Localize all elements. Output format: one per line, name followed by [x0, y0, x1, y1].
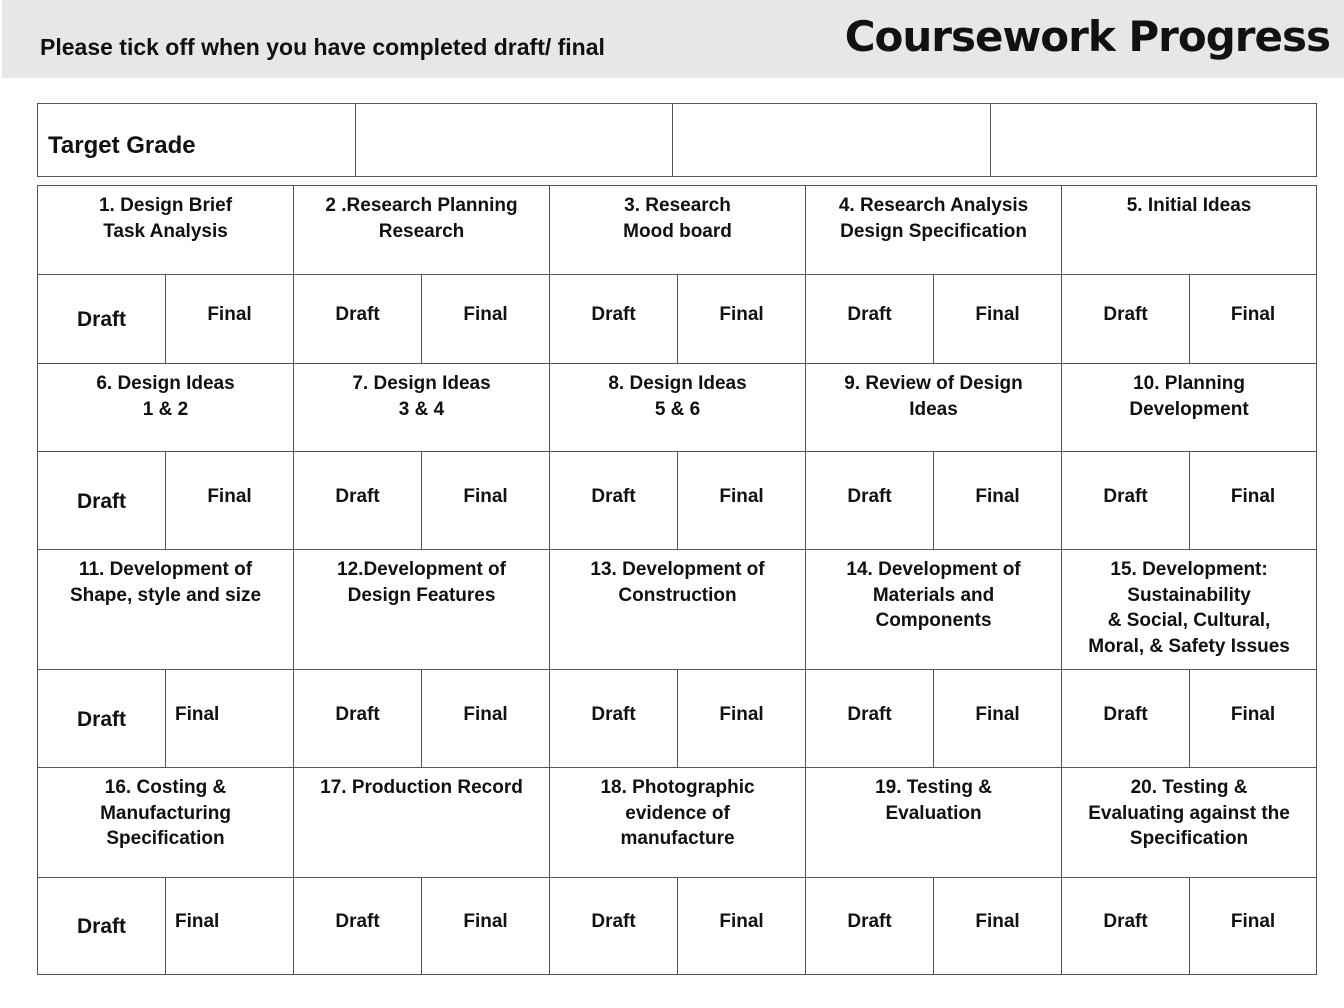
task-cell — [550, 186, 806, 275]
final-label: Final — [463, 911, 508, 932]
draft-label: Draft — [335, 304, 380, 325]
page-title: Coursework Progress — [844, 12, 1330, 61]
final-checkbox-cell[interactable] — [1190, 452, 1317, 550]
final-checkbox-cell[interactable] — [934, 275, 1062, 364]
final-checkbox-cell[interactable] — [422, 878, 550, 975]
final-checkbox-cell[interactable] — [678, 670, 806, 768]
draft-checkbox-cell[interactable] — [38, 878, 166, 975]
task-row-1 — [38, 186, 1317, 275]
draft-checkbox-cell[interactable] — [550, 452, 678, 550]
task-cell — [38, 550, 294, 670]
draft-checkbox-cell[interactable] — [294, 452, 422, 550]
header-band — [0, 0, 1344, 78]
task-label: 10. Planning Development — [1129, 373, 1249, 420]
final-label: Final — [207, 485, 252, 507]
final-checkbox-cell[interactable] — [166, 878, 294, 975]
draft-checkbox-cell[interactable] — [1062, 275, 1190, 364]
task-label: 14. Development of Materials and Components — [846, 559, 1021, 631]
task-cell — [294, 768, 550, 878]
task-row-2 — [38, 364, 1317, 452]
draft-checkbox-cell[interactable] — [1062, 452, 1190, 550]
final-checkbox-cell[interactable] — [678, 452, 806, 550]
draft-label: Draft — [335, 911, 380, 932]
draft-checkbox-cell[interactable] — [550, 275, 678, 364]
draft-checkbox-cell[interactable] — [1062, 670, 1190, 768]
task-label: 13. Development of Construction — [590, 559, 765, 606]
task-cell — [550, 768, 806, 878]
task-label: 4. Research Analysis Design Specification — [838, 195, 1029, 242]
draft-label: Draft — [76, 489, 126, 513]
draft-checkbox-cell[interactable] — [550, 670, 678, 768]
final-label: Final — [719, 703, 764, 725]
final-checkbox-cell[interactable] — [678, 275, 806, 364]
draft-checkbox-cell[interactable] — [806, 452, 934, 550]
final-label: Final — [463, 703, 508, 725]
target-grade-cell-3[interactable] — [991, 104, 1317, 177]
task-label: 16. Costing & Manufacturing Specification — [100, 777, 231, 849]
status-row-4 — [38, 878, 1317, 975]
status-row-2 — [38, 452, 1317, 550]
draft-checkbox-cell[interactable] — [806, 670, 934, 768]
draft-label: Draft — [591, 485, 636, 507]
draft-label: Draft — [335, 703, 380, 725]
final-checkbox-cell[interactable] — [934, 878, 1062, 975]
task-cell — [38, 364, 294, 452]
task-label: 2 .Research Planning Research — [325, 195, 518, 242]
task-cell — [294, 186, 550, 275]
draft-label: Draft — [591, 911, 636, 932]
task-label: 17. Production Record — [320, 777, 523, 798]
task-cell — [38, 768, 294, 878]
draft-label: Draft — [1103, 485, 1148, 507]
draft-label: Draft — [1103, 911, 1148, 932]
final-label: Final — [175, 703, 220, 725]
final-label: Final — [975, 304, 1020, 325]
task-cell — [1062, 768, 1317, 878]
final-label: Final — [463, 485, 508, 507]
final-checkbox-cell[interactable] — [422, 275, 550, 364]
final-checkbox-cell[interactable] — [1190, 878, 1317, 975]
task-cell — [1062, 364, 1317, 452]
draft-label: Draft — [847, 304, 892, 325]
draft-checkbox-cell[interactable] — [806, 878, 934, 975]
task-cell — [550, 364, 806, 452]
task-label: 5. Initial Ideas — [1126, 195, 1252, 216]
status-row-1 — [38, 275, 1317, 364]
final-label: Final — [207, 304, 252, 325]
task-cell — [38, 186, 294, 275]
target-grade-label: Target Grade — [38, 104, 356, 177]
final-label: Final — [1230, 485, 1276, 507]
draft-checkbox-cell[interactable] — [1062, 878, 1190, 975]
final-label: Final — [463, 304, 508, 325]
final-label: Final — [975, 911, 1020, 932]
task-label: 1. Design Brief Task Analysis — [98, 195, 233, 242]
draft-checkbox-cell[interactable] — [38, 670, 166, 768]
draft-label: Draft — [335, 485, 380, 507]
task-label: 19. Testing & Evaluation — [875, 777, 992, 824]
task-cell — [294, 364, 550, 452]
final-label: Final — [175, 911, 220, 932]
instruction-text: Please tick off when you have completed draft/ final — [40, 34, 605, 60]
header-left-strip — [0, 0, 2, 78]
task-cell — [806, 550, 1062, 670]
final-checkbox-cell[interactable] — [934, 670, 1062, 768]
draft-checkbox-cell[interactable] — [294, 878, 422, 975]
task-row-4 — [38, 768, 1317, 878]
final-checkbox-cell[interactable] — [934, 452, 1062, 550]
task-label: 7. Design Ideas 3 & 4 — [352, 373, 491, 420]
draft-checkbox-cell[interactable] — [38, 452, 166, 550]
task-row-3 — [38, 550, 1317, 670]
draft-label: Draft — [847, 703, 892, 725]
final-checkbox-cell[interactable] — [1190, 670, 1317, 768]
task-cell — [806, 364, 1062, 452]
target-grade-row — [38, 104, 1317, 177]
task-cell — [1062, 550, 1317, 670]
task-cell — [550, 550, 806, 670]
final-label: Final — [1230, 703, 1276, 725]
final-label: Final — [719, 304, 764, 325]
draft-label: Draft — [591, 703, 636, 725]
draft-label: Draft — [76, 308, 126, 331]
task-label: 11. Development of Shape, style and size — [69, 559, 262, 606]
task-label: 18. Photographic evidence of manufacture — [600, 777, 755, 849]
target-grade-cell-2[interactable] — [673, 104, 991, 177]
coursework-grid — [37, 185, 1317, 975]
task-cell — [1062, 186, 1317, 275]
draft-checkbox-cell[interactable] — [38, 275, 166, 364]
target-grade-table — [37, 103, 1317, 177]
task-label: 6. Design Ideas 1 & 2 — [96, 373, 235, 420]
task-cell — [806, 768, 1062, 878]
draft-label: Draft — [76, 915, 126, 938]
draft-checkbox-cell[interactable] — [294, 275, 422, 364]
task-label: 15. Development: Sustainability & Social, Cultural, Moral, & Safety Issues — [1088, 559, 1290, 657]
draft-label: Draft — [847, 911, 892, 932]
final-label: Final — [975, 485, 1020, 507]
task-label: 12.Development of Design Features — [337, 559, 506, 606]
task-label: 8. Design Ideas 5 & 6 — [608, 373, 747, 420]
final-checkbox-cell[interactable] — [678, 878, 806, 975]
final-checkbox-cell[interactable] — [422, 670, 550, 768]
draft-label: Draft — [76, 707, 126, 731]
target-grade-cell-1[interactable] — [356, 104, 673, 177]
task-label: 20. Testing & Evaluating against the Specification — [1088, 777, 1290, 849]
draft-label: Draft — [1103, 703, 1148, 725]
final-checkbox-cell[interactable] — [166, 670, 294, 768]
draft-label: Draft — [847, 485, 892, 507]
final-checkbox-cell[interactable] — [1190, 275, 1317, 364]
draft-label: Draft — [1103, 304, 1148, 325]
task-label: 9. Review of Design Ideas — [844, 373, 1023, 420]
draft-checkbox-cell[interactable] — [294, 670, 422, 768]
final-label: Final — [1230, 304, 1276, 325]
status-row-3 — [38, 670, 1317, 768]
task-cell — [806, 186, 1062, 275]
final-checkbox-cell[interactable] — [422, 452, 550, 550]
final-checkbox-cell[interactable] — [166, 275, 294, 364]
draft-checkbox-cell[interactable] — [806, 275, 934, 364]
draft-label: Draft — [591, 304, 636, 325]
final-label: Final — [1230, 911, 1276, 932]
final-label: Final — [975, 703, 1020, 725]
final-checkbox-cell[interactable] — [166, 452, 294, 550]
draft-checkbox-cell[interactable] — [550, 878, 678, 975]
final-label: Final — [719, 485, 764, 507]
final-label: Final — [719, 911, 764, 932]
task-label: 3. Research Mood board — [623, 195, 732, 242]
task-cell — [294, 550, 550, 670]
